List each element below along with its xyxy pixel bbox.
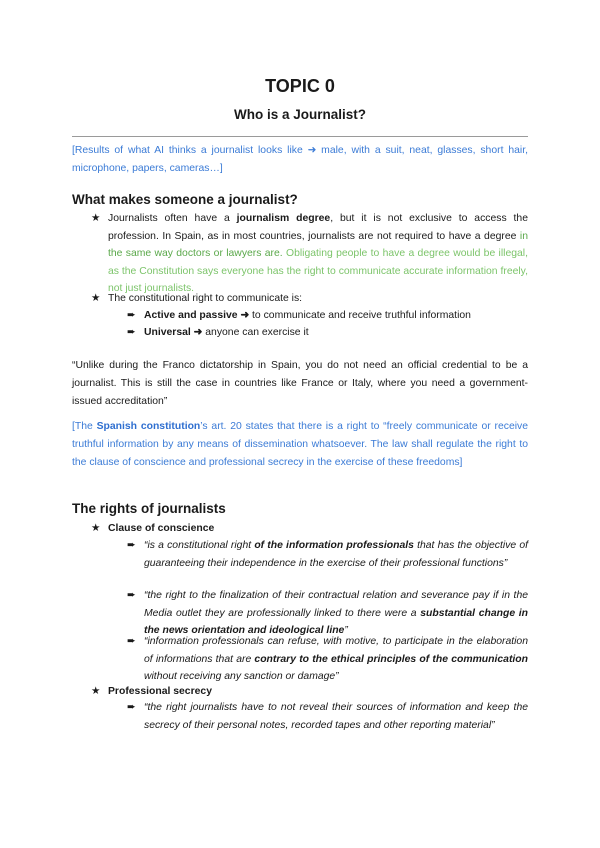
list-item: ★ Clause of conscience xyxy=(108,520,528,538)
star-bullet-icon: ★ xyxy=(91,212,101,224)
page-subtitle: Who is a Journalist? xyxy=(233,107,366,122)
quote-paragraph: “Unlike during the Franco dictatorship in Spain, you do not need an official credential to be a journalist. This is still the case in countries like France or Italy, where you need a government-issued accreditation” xyxy=(72,360,528,407)
arrow-bullet-icon: ➨ xyxy=(127,309,136,321)
arrow-bullet-icon: ➨ xyxy=(127,326,136,338)
sub-list-item: ➨ Active and passive ➜ to communicate and receive truthful information xyxy=(144,307,528,325)
sub-list-item: ➨ “the right to the finalization of their contractual relation and severance pay if in the Media outlet they are professionally linked to there were a substantial change in the news orientation and ideological line” xyxy=(127,589,528,636)
arrow-bullet-icon: ➨ xyxy=(127,635,136,647)
star-bullet-icon: ★ xyxy=(91,522,101,534)
sub-list-item: ➨ Universal ➜ anyone can exercise it xyxy=(144,324,528,342)
title-divider xyxy=(72,136,528,137)
star-bullet-icon: ★ xyxy=(91,292,101,304)
section-heading-rights: The rights of journalists xyxy=(72,501,226,516)
arrow-icon: ➜ xyxy=(307,145,317,156)
arrow-bullet-icon: ➨ xyxy=(127,701,136,713)
list-item: ★ The constitutional right to communicate is: xyxy=(108,290,528,308)
sub-list-item: ➨ “is a constitutional right of the information professionals that has the objective of guaranteeing their independence in the exercise of their professional functions” xyxy=(127,539,529,569)
star-bullet-icon: ★ xyxy=(91,685,101,697)
sub-list-item: ➨ “the right journalists have to not reveal their sources of information and keep the secrecy of their personal notes, recorded tapes and other reporting material” xyxy=(127,701,528,731)
page-title: TOPIC 0 xyxy=(265,76,335,96)
section-heading-journalist: What makes someone a journalist? xyxy=(72,192,298,207)
ai-note: [Results of what AI thinks a journalist looks like ➜ male, with a suit, neat, glasses, short hair, microphone, papers, cameras…] xyxy=(72,145,528,174)
arrow-bullet-icon: ➨ xyxy=(127,589,136,601)
sub-list-item: ➨ “information professionals can refuse, with motive, to participate in the elaboration of informations that are contrary to the ethical principles of the communication without receiving any sanction or damage” xyxy=(127,635,528,682)
list-item: ★ Journalists often have a journalism degree, but it is not exclusive to access the profession. In Spain, as in most countries, journalists are not required to have a degree in the same way doctors or lawyers are. Obligating people to have a degree would be illegal, as the Constitution says everyone has the right to communicate accurate information freely, not just journalists. xyxy=(91,212,529,294)
list-item: ★ Professional secrecy xyxy=(108,683,528,701)
arrow-bullet-icon: ➨ xyxy=(127,539,136,551)
constitution-note: [The Spanish constitution’s art. 20 states that there is a right to “freely communicate or receive truthful information by any means of dissemination whatsoever. The law shall regulate the right to the clause of conscience and professional secrecy in the exercise of these freedoms] xyxy=(72,421,529,468)
